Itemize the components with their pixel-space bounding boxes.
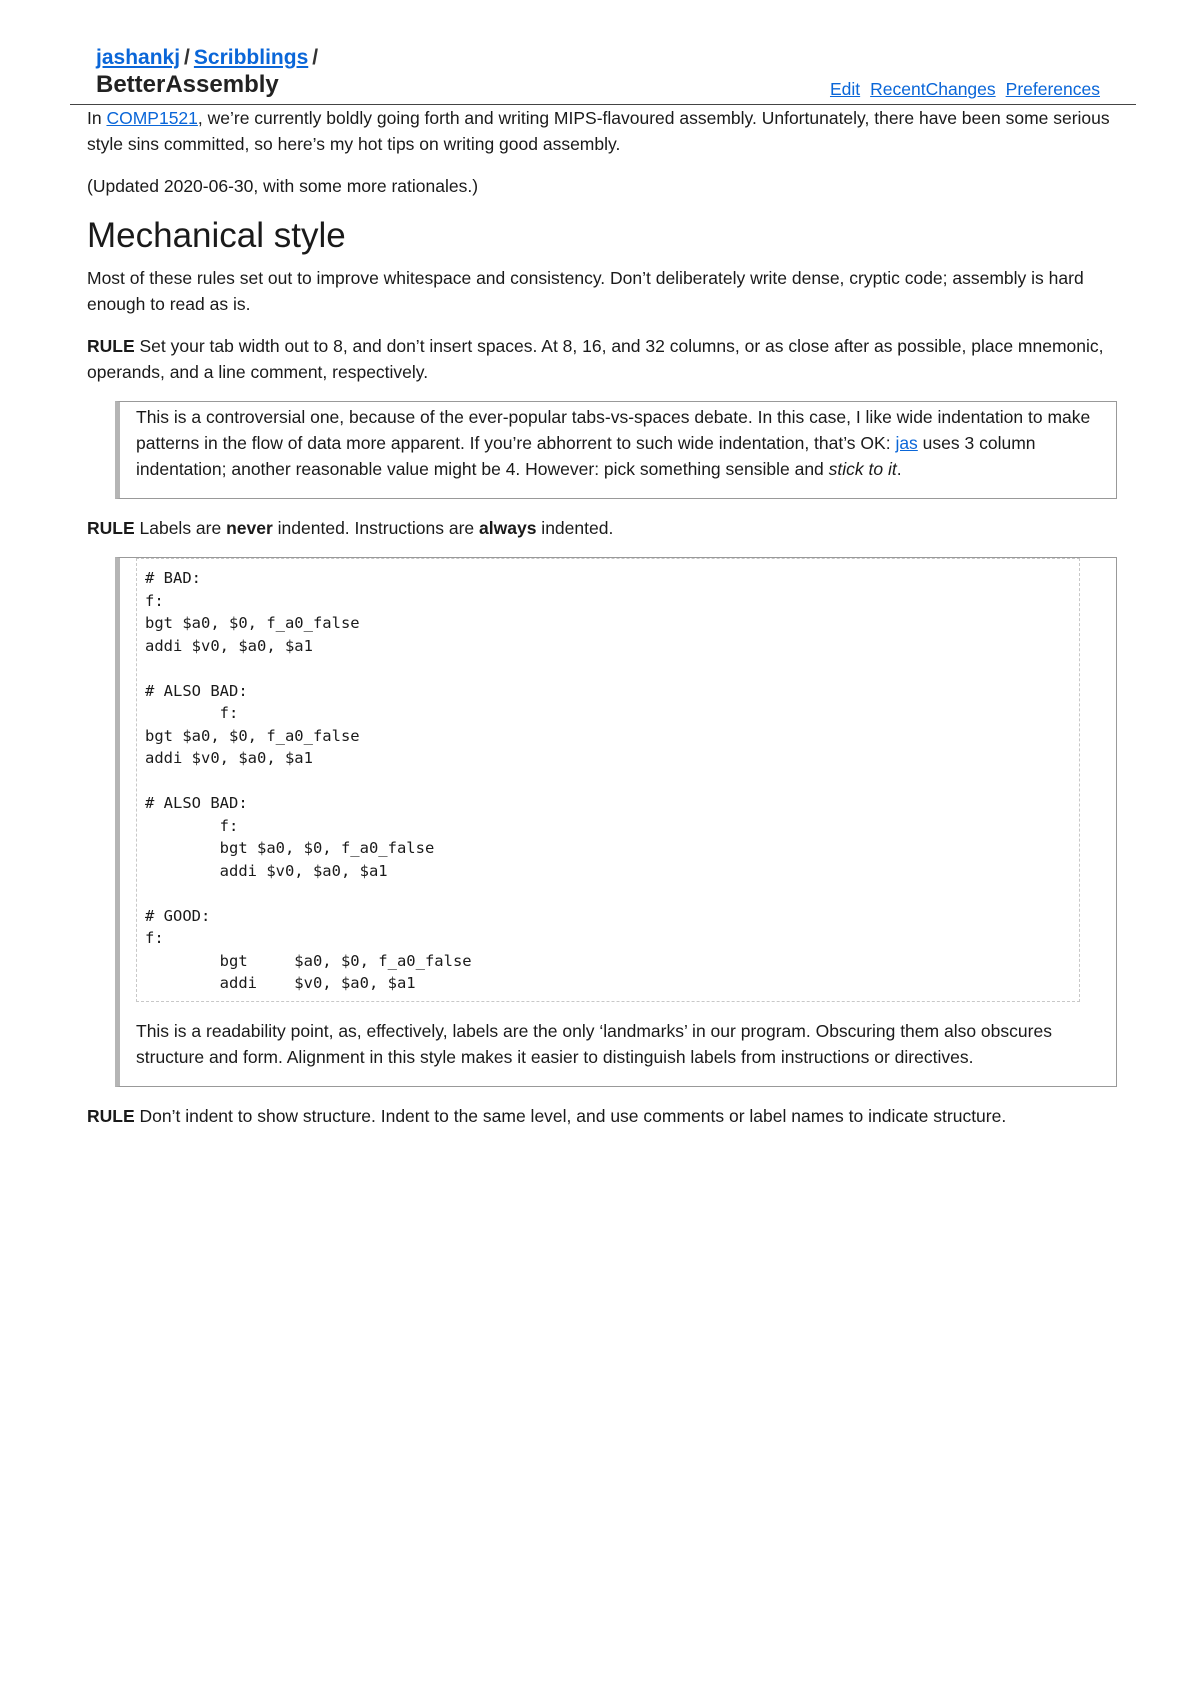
rule-labels-indent-note [115,557,1117,1087]
breadcrumb [96,44,322,72]
rule-structure-indent: RULE Don’t indent to show structure. Indent to the same level, and use comments or label names to indicate structure. [87,1105,1007,1126]
rule-label: RULE [87,1105,135,1126]
breadcrumb-separator: / [184,46,190,69]
readability-note: This is a readability point, as, effectively, labels are the only ‘landmarks’ in our program. Obscuring them also obscures structure and form. Alignment in this style makes it easier to distinguish labels from instructions or directives. [136,1020,1052,1067]
breadcrumb-separator: / [312,46,319,69]
header-nav [820,77,1100,101]
recent-changes-link[interactable]: RecentChanges [870,79,996,99]
section-heading: Mechanical style [87,216,346,255]
section-lead: Most of these rules set out to improve whitespace and consistency. Don’t deliberately write dense, cryptic code; assembly is hard enough to read as is. [87,268,1084,314]
code-example: # BAD: f: bgt $a0, $0, f_a0_false addi $v0, $a0, $a1 # ALSO BAD: f: bgt $a0, $0, f_a0_false addi $v0, $a0, $a1 # ALSO BAD: f: bgt $a0, $0, f_a0_false addi $v0, $a0, $a1 # GOOD: f: bgt $a0, $0, f_a0_false addi $v0, $a0, $a1 [136,558,1080,1002]
breadcrumb-section-link[interactable]: Scribblings [193,46,309,69]
page-header [70,44,1136,105]
intro-paragraph: In COMP1521, we’re currently boldly going forth and writing MIPS-flavoured assembly. Unfortunately, there have been some serious style sins committed, so here’s my hot tips on writing good assembly. [87,108,1110,154]
page-title: BetterAssembly [96,71,279,98]
rule-labels-indent: RULE Labels are never indented. Instructions are always indented. [87,518,614,538]
rule-tab-width: RULE Set your tab width out to 8, and don’t insert spaces. At 8, 16, and 32 columns, or as close after as possible, place mnemonic, operands, and a line comment, respectively. [87,336,1104,382]
preferences-link[interactable]: Preferences [1005,79,1100,99]
breadcrumb-user-link[interactable]: jashankj [96,46,181,69]
update-note: (Updated 2020-06-30, with some more rationales.) [87,176,479,196]
rule-tab-width-note: This is a controversial one, because of the ever-popular tabs-vs-spaces debate. In this case, I like wide indentation to make patterns in the flow of data more apparent. If you’re abhorrent to such wide indentation, that’s OK: jas uses 3 column indentation; another reasonable value might be 4. However: pick something sensible and stick to it. [115,401,1117,499]
edit-link[interactable]: Edit [829,79,861,99]
jas-link[interactable]: jas [895,433,918,453]
rule-label: RULE [87,518,135,538]
comp1521-link[interactable]: COMP1521 [106,108,198,128]
article-content [87,105,1117,1145]
rule-label: RULE [87,336,135,356]
